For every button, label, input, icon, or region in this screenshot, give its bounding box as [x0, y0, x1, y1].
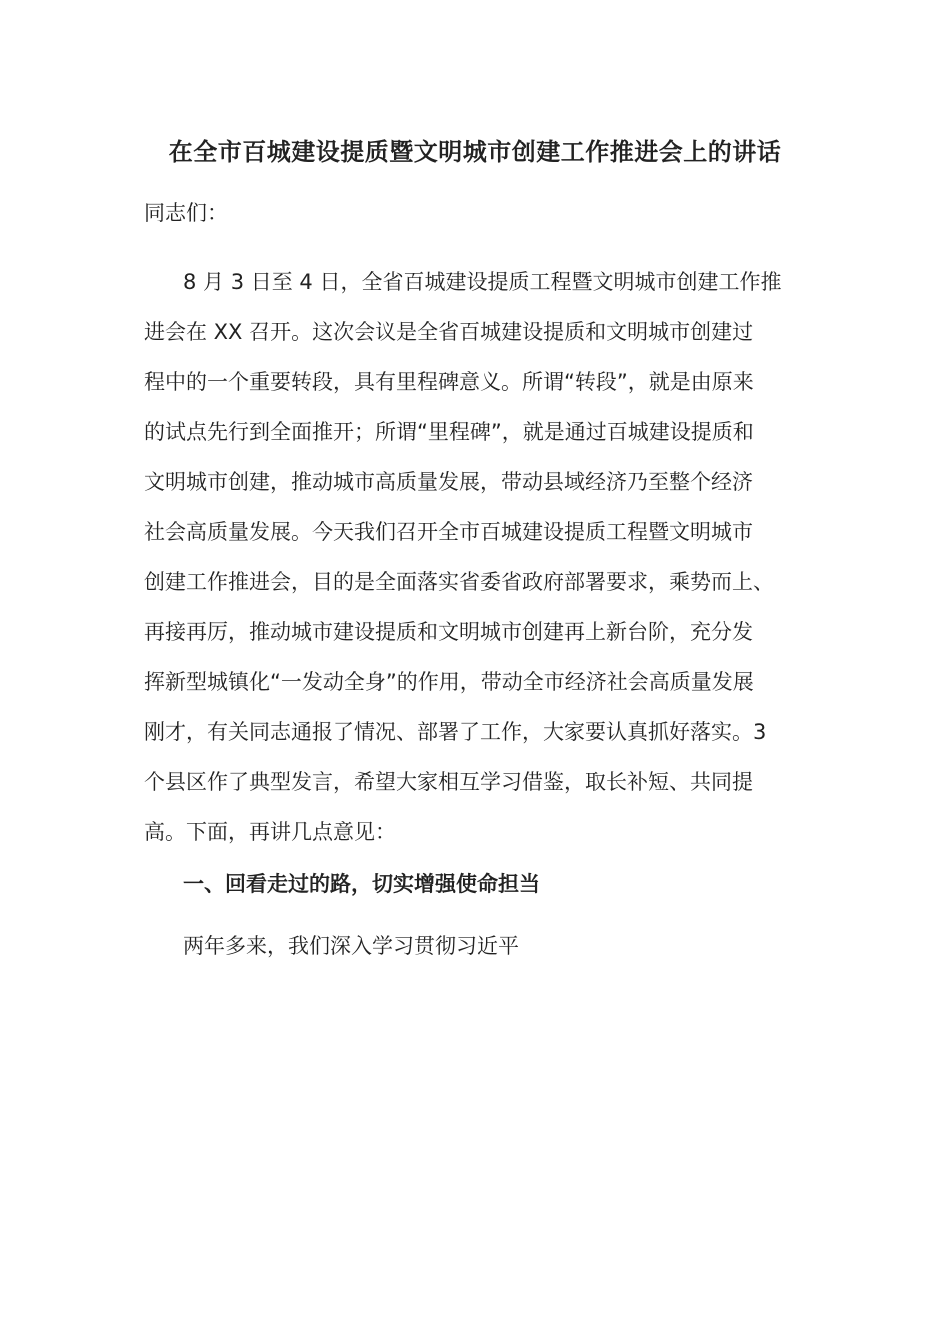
paragraph-line: 文明城市创建，推动城市高质量发展，带动县域经济乃至整个经济	[144, 470, 753, 494]
paragraph-line: 8 月 3 日至 4 日，全省百城建设提质工程暨文明城市创建工作推	[183, 270, 782, 294]
paragraph-line: 刚才，有关同志通报了情况、部署了工作，大家要认真抓好落实。3	[144, 720, 767, 744]
paragraph-line: 的试点先行到全面推开；所谓“里程碑”，就是通过百城建设提质和	[144, 420, 754, 444]
paragraph-line: 社会高质量发展。今天我们召开全市百城建设提质工程暨文明城市	[144, 520, 753, 544]
paragraph-line: 进会在 XX 召开。这次会议是全省百城建设提质和文明城市创建过	[144, 320, 754, 344]
paragraph-line: 高。下面，再讲几点意见：	[144, 820, 396, 844]
paragraph-2: 两年多来，我们深入学习贯彻习近平	[183, 934, 519, 958]
paragraph-line: 挥新型城镇化“一发动全身”的作用，带动全市经济社会高质量发展	[144, 670, 754, 694]
paragraph-line: 个县区作了典型发言，希望大家相互学习借鉴，取长补短、共同提	[144, 770, 753, 794]
paragraph-line: 程中的一个重要转段，具有里程碑意义。所谓“转段”，就是由原来	[144, 370, 754, 394]
document-title: 在全市百城建设提质暨文明城市创建工作推进会上的讲话	[168, 138, 782, 166]
salutation: 同志们：	[144, 201, 228, 225]
paragraph-line: 再接再厉，推动城市建设提质和文明城市创建再上新台阶，充分发	[144, 620, 753, 644]
paragraph-line: 创建工作推进会，目的是全面落实省委省政府部署要求，乘势而上、	[144, 570, 774, 594]
paragraph-1	[144, 257, 808, 857]
section-heading-1: 一、回看走过的路，切实增强使命担当	[183, 872, 540, 896]
